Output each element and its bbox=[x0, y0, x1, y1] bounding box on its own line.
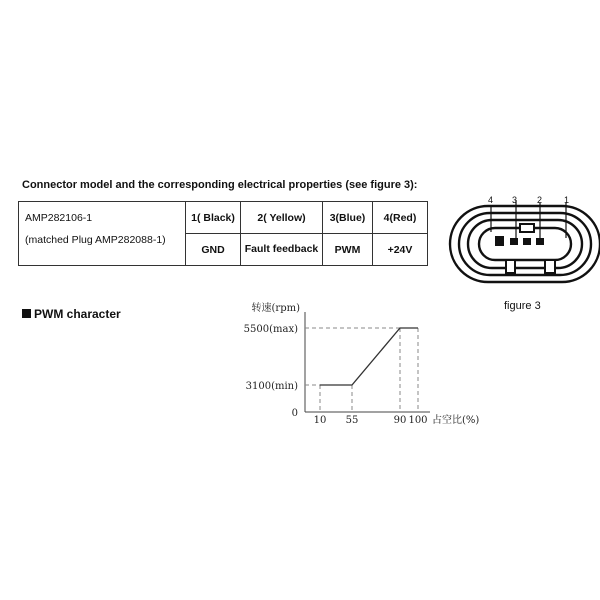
pin-value-4: +24V bbox=[373, 234, 428, 266]
pin-value-3: PWM bbox=[323, 234, 373, 266]
y-tick-label: 0 bbox=[291, 408, 298, 419]
pin-header-4: 4(Red) bbox=[373, 202, 428, 234]
y-axis-label: 转速(rpm) bbox=[251, 303, 300, 314]
x-tick-label: 10 bbox=[313, 415, 327, 426]
connector-heading: Connector model and the corresponding electrical properties (see figure 3): bbox=[22, 179, 418, 191]
pin-label-3: 3 bbox=[512, 195, 518, 205]
x-axis-label: 占空比(%) bbox=[432, 415, 480, 426]
matched-plug: (matched Plug AMP282088-1) bbox=[25, 234, 166, 246]
pin-value-1: GND bbox=[186, 234, 241, 266]
x-tick-label: 100 bbox=[408, 415, 428, 426]
x-tick-label: 55 bbox=[345, 415, 359, 426]
pwm-heading-text: PWM character bbox=[34, 307, 121, 321]
x-tick-label: 90 bbox=[393, 415, 407, 426]
speed-curve bbox=[320, 328, 418, 385]
y-tick-label: 5500(max) bbox=[243, 324, 298, 335]
pin-value-2: Fault feedback bbox=[241, 234, 323, 266]
pin-label-2: 2 bbox=[537, 195, 543, 205]
y-tick-label: 3100(min) bbox=[245, 381, 298, 392]
pin-header-2: 2( Yellow) bbox=[241, 202, 323, 234]
pin-header-1: 1( Black) bbox=[186, 202, 241, 234]
model-number: AMP282106-1 bbox=[25, 212, 93, 224]
pin-label-1: 1 bbox=[564, 195, 570, 205]
pin-label-4: 4 bbox=[488, 195, 494, 205]
pin-header-3: 3(Blue) bbox=[323, 202, 373, 234]
figure-caption: figure 3 bbox=[504, 300, 541, 312]
